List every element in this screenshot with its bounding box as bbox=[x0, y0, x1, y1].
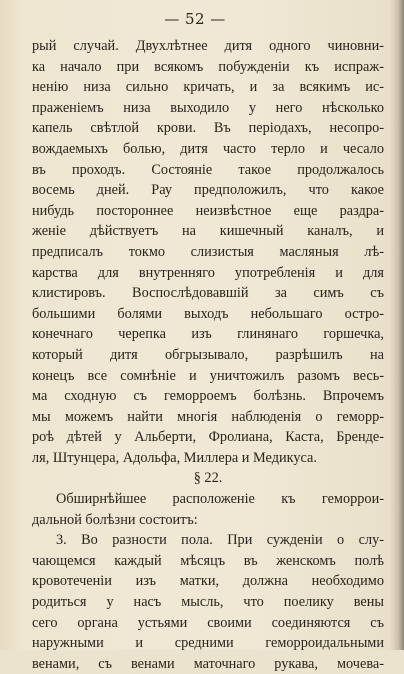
text-line: кровотеченіи изъ матки, должна необходимо bbox=[32, 573, 384, 590]
text-line: нибудь постороннее неизвѣстное еще раздра- bbox=[32, 202, 384, 219]
text-line: ма сходную съ геморроемъ болѣзнь. Впрочемъ bbox=[32, 388, 384, 405]
text-line: вождаемыхъ болью, дитя часто терло и чесало bbox=[32, 140, 384, 157]
text-line: 3. Во разности пола. При сужденіи о слу- bbox=[56, 532, 384, 549]
page-edge-shadow bbox=[390, 0, 404, 650]
body-text bbox=[32, 36, 384, 674]
text-line: восемь дней. Рау предположилъ, что какое bbox=[32, 182, 384, 199]
text-line: праженіемъ низа выходило у него нѣсколько bbox=[32, 99, 384, 116]
text-line: ненію низа сильно кричать, и за всякимъ ис- bbox=[32, 79, 384, 96]
text-line: наружными и средними геморроидальными bbox=[32, 635, 384, 652]
text-line: карства для внутренняго употребленія и для bbox=[32, 264, 384, 281]
text-line: конечнаго черепка изъ глинянаго горшечка, bbox=[32, 326, 384, 343]
text-line: чающемся каждый мѣсяцъ въ женскомъ полѣ bbox=[32, 552, 384, 569]
text-line: который дитя обгрызывало, разрѣшилъ на bbox=[32, 346, 384, 363]
text-line: ка начало при всякомъ побужденіи къ испраж- bbox=[32, 58, 384, 75]
text-line: капель свѣтлой крови. Въ періодахъ, несопро- bbox=[32, 120, 384, 137]
text-line: ля, Штунцера, Адольфа, Миллера и Медикуса. bbox=[32, 449, 317, 466]
text-line: Обширнѣйшее расположеніе къ геморрои- bbox=[56, 491, 384, 508]
text-line: въ проходъ. Состояніе такое продолжалось bbox=[32, 161, 384, 178]
text-line: рый случай. Двухлѣтнее дитя одного чиновни- bbox=[32, 38, 384, 54]
page-number: — 52 — bbox=[164, 10, 226, 28]
text-line: венами, съ венами маточнаго рукава, мочева- bbox=[32, 655, 384, 672]
section-heading: § 22. bbox=[193, 470, 223, 487]
text-line: клистировъ. Воспослѣдовавшій за симъ съ bbox=[32, 285, 384, 302]
text-line: родиться у насъ мысль, что поелику вены bbox=[32, 594, 384, 611]
text-line: дальной болѣзни состоитъ: bbox=[32, 511, 198, 528]
text-line: женіе дѣйствуетъ на кишечный каналъ, и bbox=[32, 223, 384, 240]
text-line: роѣ дѣтей у Альберти, Фролиана, Каста, Бренде- bbox=[32, 429, 384, 446]
text-line: конецъ все сомнѣніе и уничтожилъ разомъ весь- bbox=[32, 367, 384, 384]
text-line: большими болями выходъ небольшаго остро- bbox=[32, 305, 384, 322]
text-line: мы можемъ найти многія наблюденія о геморр- bbox=[32, 408, 384, 425]
text-line: сего органа устьями своими соединяются съ bbox=[32, 614, 384, 631]
text-line: предписалъ токмо слизистыя масляныя лѣ- bbox=[32, 243, 384, 260]
